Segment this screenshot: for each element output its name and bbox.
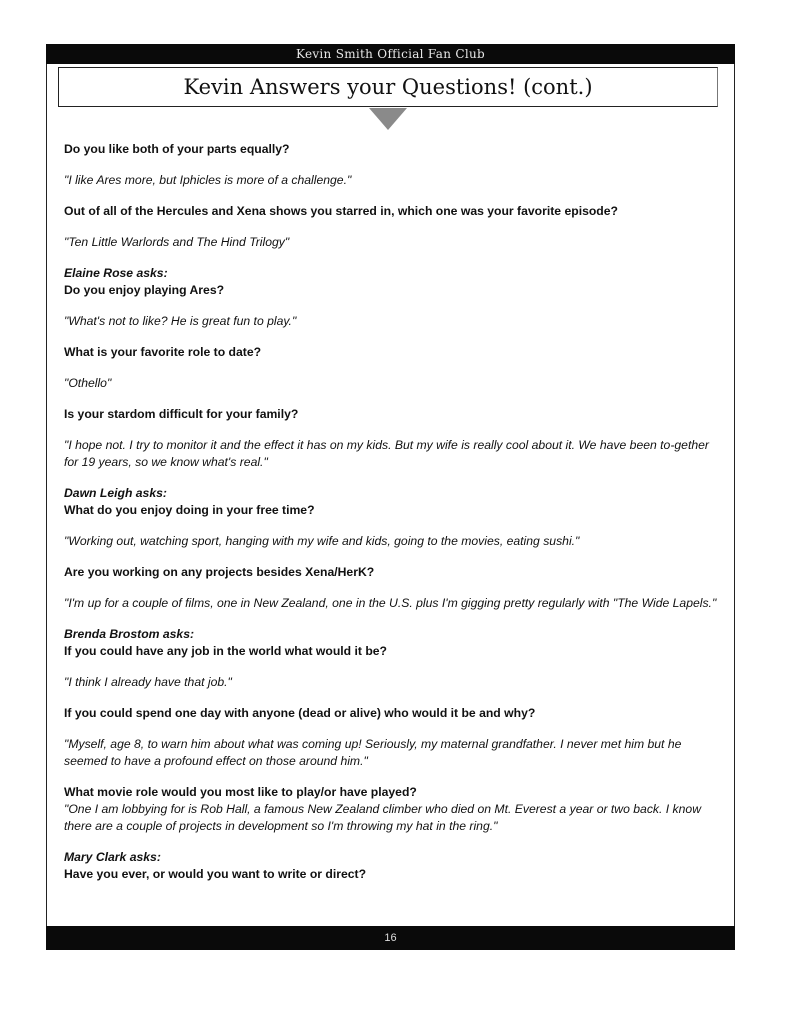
question: Are you working on any projects besides Xena/HerK? [64,565,375,579]
answer: "I like Ares more, but Iphicles is more of a challenge." [64,173,352,187]
question: What movie role would you most like to play/or have played? [64,785,417,799]
answer: "Working out, watching sport, hanging with my wife and kids, going to the movies, eating sushi." [64,534,580,548]
asker: Brenda Brostom asks: [64,627,195,641]
asker: Dawn Leigh asks: [64,486,167,500]
answer: "Othello" [64,376,112,390]
answer: "Ten Little Warlords and The Hind Trilogy" [64,235,290,249]
question: Is your stardom difficult for your family? [64,407,299,421]
question: What is your favorite role to date? [64,345,262,359]
question: Do you enjoy playing Ares? [64,283,225,297]
answer: "I hope not. I try to monitor it and the effect it has on my kids. But my wife is really cool about it. We have been to-gether for 19 years, so we know what's real." [64,438,709,469]
answer: "Myself, age 8, to warn him about what was coming up! Seriously, my maternal grandfather. I never met him but he seemed to have a profound effect on those around him." [64,737,682,768]
question: If you could have any job in the world what would it be? [64,644,387,658]
qa-content [64,141,724,883]
answer: "I'm up for a couple of films, one in New Zealand, one in the U.S. plus I'm gigging pretty regularly with "The Wide Lapels." [64,596,717,610]
club-name: Kevin Smith Official Fan Club [296,47,485,61]
asker: Elaine Rose asks: [64,266,168,280]
question: Out of all of the Hercules and Xena shows you starred in, which one was your favorite episode? [64,204,618,218]
page-number: 16 [384,932,397,944]
answer: "What's not to like? He is great fun to play." [64,314,297,328]
asker: Mary Clark asks: [64,850,161,864]
question: If you could spend one day with anyone (dead or alive) who would it be and why? [64,706,536,720]
title-box [58,67,718,107]
answer: "One I am lobbying for is Rob Hall, a famous New Zealand climber who died on Mt. Everest a year or two back. I know there are a couple of projects in development so I'm throwing my hat in the ring." [64,802,702,833]
question: Do you like both of your parts equally? [64,142,290,156]
answer: "I think I already have that job." [64,675,232,689]
question: What do you enjoy doing in your free time? [64,503,315,517]
header-bar [46,44,735,64]
triangle-ornament-icon [369,108,407,130]
page-title: Kevin Answers your Questions! (cont.) [183,75,593,99]
footer-bar [46,926,735,950]
question: Have you ever, or would you want to write or direct? [64,867,367,881]
